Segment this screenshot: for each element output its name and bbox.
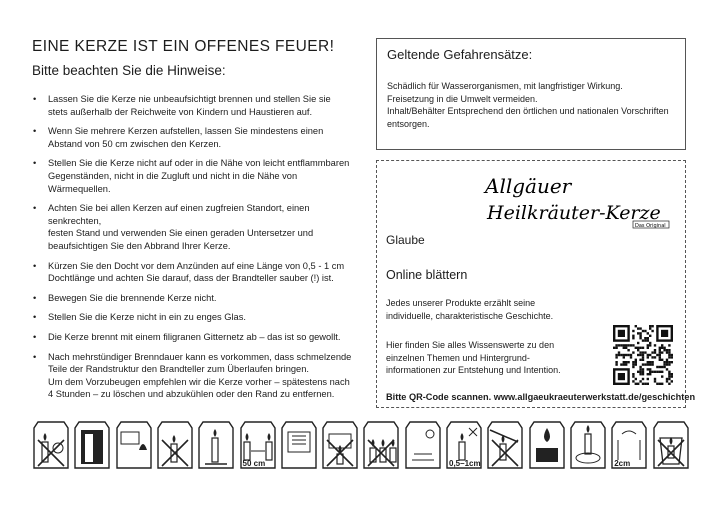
- qr-instruction: Bitte QR-Code scannen. www.allgaeukraeuterwerkstatt.de/geschichten: [386, 392, 696, 402]
- online-box: [376, 160, 696, 408]
- pictogram-row: [32, 420, 688, 472]
- online-title: Online blättern: [386, 268, 468, 282]
- height-label: 2cm: [614, 459, 631, 468]
- no-water-icon: [528, 420, 566, 470]
- upright-candle-icon: [197, 420, 235, 470]
- no-group-candles-icon: [362, 420, 400, 470]
- no-narrow-glass-icon: [652, 420, 690, 470]
- logo-line2: Heilkräuter-Kerze: [487, 202, 661, 224]
- warning-section: [32, 38, 354, 408]
- no-draft-icon: [73, 420, 111, 470]
- no-flammable-materials-icon: [280, 420, 318, 470]
- no-extinguish-match-icon: [486, 420, 524, 470]
- hint-item: • Stellen Sie die Kerze nicht in ein zu enges Glas.: [32, 311, 354, 324]
- hazard-title: Geltende Gefahrensätze:: [387, 47, 533, 62]
- warning-title: EINE KERZE IST EIN OFFENES FEUER!: [32, 38, 335, 55]
- distance-label: 50 cm: [242, 459, 266, 468]
- hazard-text: Schädlich für Wasserorganismen, mit langfristiger Wirkung. Freisetzung in die Umwelt vermeiden. Inhalt/Behälter Entsprechend den örtlichen und nationalen Vorschriften entsorgen.: [387, 81, 669, 129]
- online-paragraph-1: Jedes unserer Produkte erzählt seine individuelle, charakteristische Geschichte.: [386, 298, 554, 321]
- no-heat-source-icon: [321, 420, 359, 470]
- hint-item: • Kürzen Sie den Docht vor dem Anzünden auf eine Länge von 0,5 - 1 cm Dochtlänge und achten Sie darauf, dass der Brandteller sauber (!) ist.: [32, 260, 354, 285]
- hints-list: [32, 93, 354, 401]
- logo-badge: Das Original: [635, 223, 666, 229]
- clean-plate-icon: [569, 420, 607, 470]
- hint-item: • Die Kerze brennt mit einem filigranen Gitternetz ab – das ist so gewollt.: [32, 331, 354, 344]
- wick-length-label: 0,5–1cm: [449, 459, 481, 468]
- no-combustible-icon: [156, 420, 194, 470]
- logo-line1: Allgäuer: [485, 174, 572, 198]
- hint-item: • Achten Sie bei allen Kerzen auf einen zugfreien Standort, einen senkrechten, festen Stand und verwenden Sie einen geraden Untersetzer und beaufsichtigen Sie den Abbrand Ihrer Kerze.: [32, 202, 354, 252]
- online-paragraph-2: Hier finden Sie alles Wissenswerte zu den einzelnen Themen und Hintergrund- informationen zur Entstehung und Intention.: [386, 340, 561, 375]
- hint-item: • Nach mehrstündiger Brenndauer kann es vorkommen, dass schmelzende Teile der Randstruktur den Brandteller zum Überlaufen bringen. Um dem Vorzubeugen empfehlen wir die Kerze vorher – spätestens nach 4 Stunden – zu löschen und abzukühlen oder den Rand zu entfernen.: [32, 351, 354, 401]
- hint-item: • Wenn Sie mehrere Kerzen aufstellen, lassen Sie mindestens einen Abstand von 50 cm zwischen den Kerzen.: [32, 125, 354, 150]
- scent-name: Glaube: [386, 233, 425, 247]
- not-unattended-icon: [32, 420, 70, 470]
- children-pets-icon: [115, 420, 153, 470]
- hint-item: • Stellen Sie die Kerze nicht auf oder in die Nähe von leicht entflammbaren Gegenständen, nicht in die Zugluft und nicht in die Nähe von Wärmequellen.: [32, 157, 354, 195]
- hazard-box: [376, 38, 686, 150]
- brand-logo: [465, 173, 671, 229]
- warning-subtitle: Bitte beachten Sie die Hinweise:: [32, 63, 226, 78]
- no-sand-icon: [404, 420, 442, 470]
- hint-item: • Lassen Sie die Kerze nie unbeaufsichtigt brennen und stellen Sie sie stets außerhalb der Reichweite von Kindern und Haustieren auf.: [32, 93, 354, 118]
- qr-code[interactable]: [613, 325, 675, 385]
- hint-item: • Bewegen Sie die brennende Kerze nicht.: [32, 292, 354, 305]
